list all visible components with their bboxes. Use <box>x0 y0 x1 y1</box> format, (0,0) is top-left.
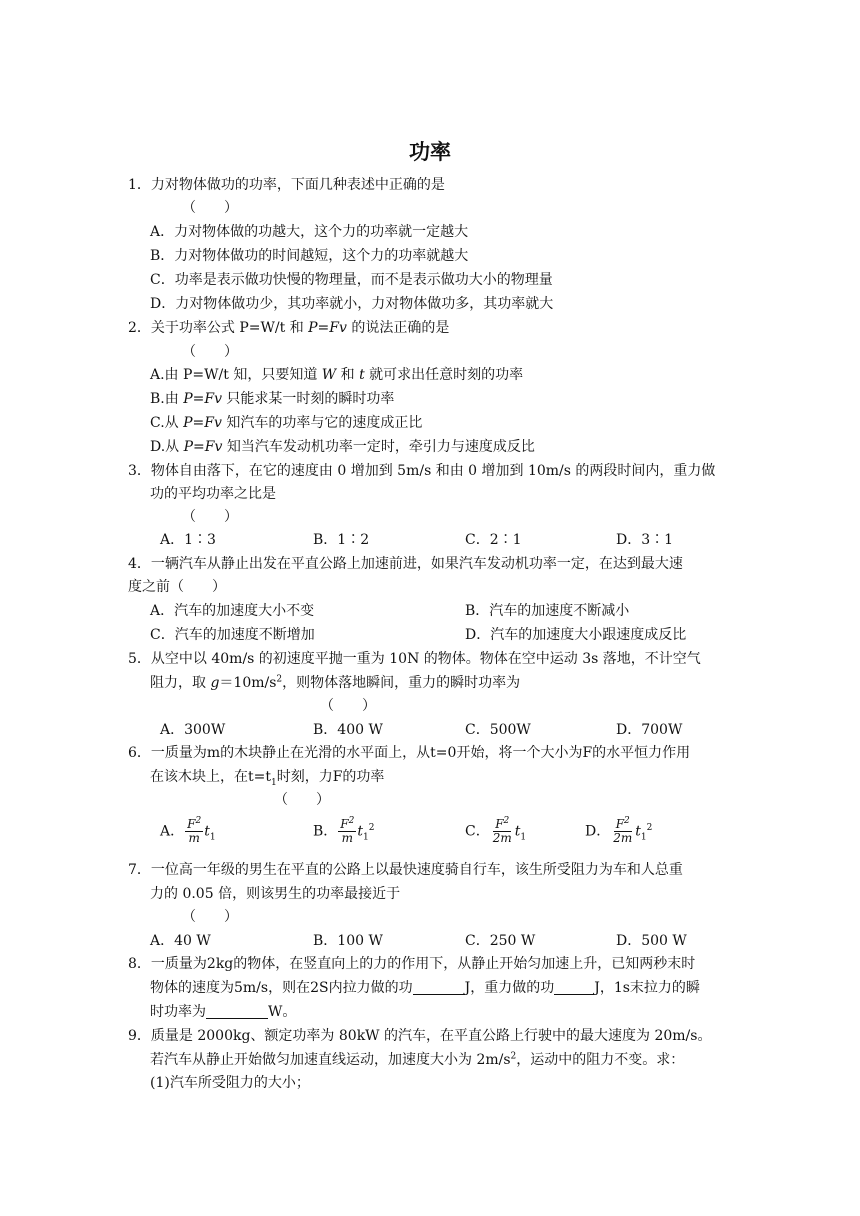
q4-stem-line2: 度之前（ ） <box>128 579 226 595</box>
q8-stem-line2: 物体的速度为5m/s，则在2S内拉力做的功 J，重力做的功 J，1s末拉力的瞬 <box>150 980 700 996</box>
page-title: 功率 <box>409 140 451 164</box>
q3-option-b: B．1∶2 <box>313 532 370 548</box>
q5-option-a: A．300W <box>160 722 226 738</box>
q2-option-b: B.由 P=Fv 只能求某一时刻的瞬时功率 <box>150 391 395 407</box>
q8-blank-gravity-work[interactable] <box>554 978 594 995</box>
q7-option-c: C．250 W <box>465 933 536 949</box>
q2-answer-paren: （ ） <box>182 344 238 360</box>
q1-option-a: A．力对物体做的功越大，这个力的功率就一定越大 <box>150 224 469 240</box>
q1-option-c: C．功率是表示做功快慢的物理量，而不是表示做功大小的物理量 <box>150 272 553 288</box>
q7-option-d: D．500 W <box>616 933 687 949</box>
q6-option-b: B． $\frac{F^2}{m}$ $t_1^2$ <box>313 816 375 845</box>
q3-stem-line1: 3．物体自由落下，在它的速度由 0 增加到 5m/s 和由 0 增加到 10m/s 的两段时间内，重力做 <box>128 463 716 479</box>
q4-stem-line1: 4．一辆汽车从静止出发在平直公路上加速前进，如果汽车发动机功率一定，在达到最大速 <box>128 556 683 572</box>
q6-option-d: D． $\frac{F^2}{2m}$ $t_1^2$ <box>585 816 653 845</box>
q4-option-d: D．汽车的加速度大小跟速度成反比 <box>465 627 687 643</box>
q3-option-c: C．2∶1 <box>465 532 522 548</box>
q7-answer-paren: （ ） <box>182 909 238 925</box>
q9-stem-line2: 若汽车从静止开始做匀加速直线运动，加速度大小为 $2m/s^2$，运动中的阻力不变。求： <box>150 1051 685 1068</box>
q4-option-c: C．汽车的加速度不断增加 <box>150 627 315 643</box>
q7-stem-line1: 7．一位高一年级的男生在平直的公路上以最快速度骑自行车，该生所受阻力为车和人总重 <box>128 862 683 878</box>
q3-stem-line2: 功的平均功率之比是 <box>150 486 276 502</box>
q6-answer-paren: （ ） <box>274 792 330 808</box>
q5-stem-line1: 5．从空中以 40m/s 的初速度平抛一重为 10N 的物体。物体在空中运动 3s 落地，不计空气 <box>128 651 701 667</box>
q6-stem-line2: 在该木块上，在$t=t_1$时刻，力F的功率 <box>150 769 385 788</box>
q5-option-d: D．700W <box>616 722 683 738</box>
q6-option-a: A． $\frac{F^2}{m}$ $t_1$ <box>160 816 216 845</box>
q7-option-b: B．100 W <box>313 933 383 949</box>
q6-option-c: C． $\frac{F^2}{2m}$ $t_1$ <box>465 816 527 845</box>
q1-option-b: B．力对物体做功的时间越短，这个力的功率就越大 <box>150 248 469 264</box>
q1-answer-paren: （ ） <box>182 200 238 216</box>
q4-option-a: A．汽车的加速度大小不变 <box>150 603 315 619</box>
q4-option-b: B．汽车的加速度不断减小 <box>465 603 630 619</box>
q5-stem-line2: 阻力，取 $g=10m/s^2$，则物体落地瞬间，重力的瞬时功率为 <box>150 674 521 691</box>
q2-stem: 2．关于功率公式 P=W/t 和 P=Fv 的说法正确的是 <box>128 320 450 336</box>
q8-stem-line1: 8．一质量为2kg的物体，在竖直向上的力的作用下，从静止开始匀加速上升，已知两秒末时 <box>128 956 696 972</box>
q1-option-d: D．力对物体做功少，其功率就小，力对物体做功多，其功率就大 <box>150 296 554 312</box>
q9-stem-line1: 9．质量是 2000kg、额定功率为 80kW 的汽车，在平直公路上行驶中的最大速度为 20m/s。 <box>128 1028 712 1044</box>
q9-subquestion-1: (1)汽车所受阻力的大小； <box>150 1075 310 1091</box>
q7-stem-line2: 力的 0.05 倍，则该男生的功率最接近于 <box>150 886 401 902</box>
q2-option-d: D.从 P=Fv 知当汽车发动机功率一定时，牵引力与速度成反比 <box>150 439 535 455</box>
q2-option-c: C.从 P=Fv 知汽车的功率与它的速度成正比 <box>150 415 423 431</box>
q6-stem-line1: 6．一质量为m的木块静止在光滑的水平面上，从t=0开始，将一个大小为F的水平恒力作用 <box>128 745 691 761</box>
q8-blank-power[interactable] <box>206 1002 268 1019</box>
q2-option-a: A.由 P=W/t 知，只要知道 W 和 t 就可求出任意时刻的功率 <box>150 367 524 383</box>
q1-stem: 1．力对物体做功的功率，下面几种表述中正确的是 <box>128 177 445 193</box>
q8-blank-work[interactable] <box>413 978 465 995</box>
q5-option-c: C．500W <box>465 722 531 738</box>
q5-option-b: B．400 W <box>313 722 383 738</box>
q3-option-d: D．3∶1 <box>616 532 674 548</box>
q3-option-a: A．1∶3 <box>160 532 216 548</box>
q7-option-a: A．40 W <box>150 933 211 949</box>
q3-answer-paren: （ ） <box>182 509 238 525</box>
q5-answer-paren: （ ） <box>320 698 376 714</box>
q8-stem-line3: 时功率为 W。 <box>150 1004 297 1020</box>
